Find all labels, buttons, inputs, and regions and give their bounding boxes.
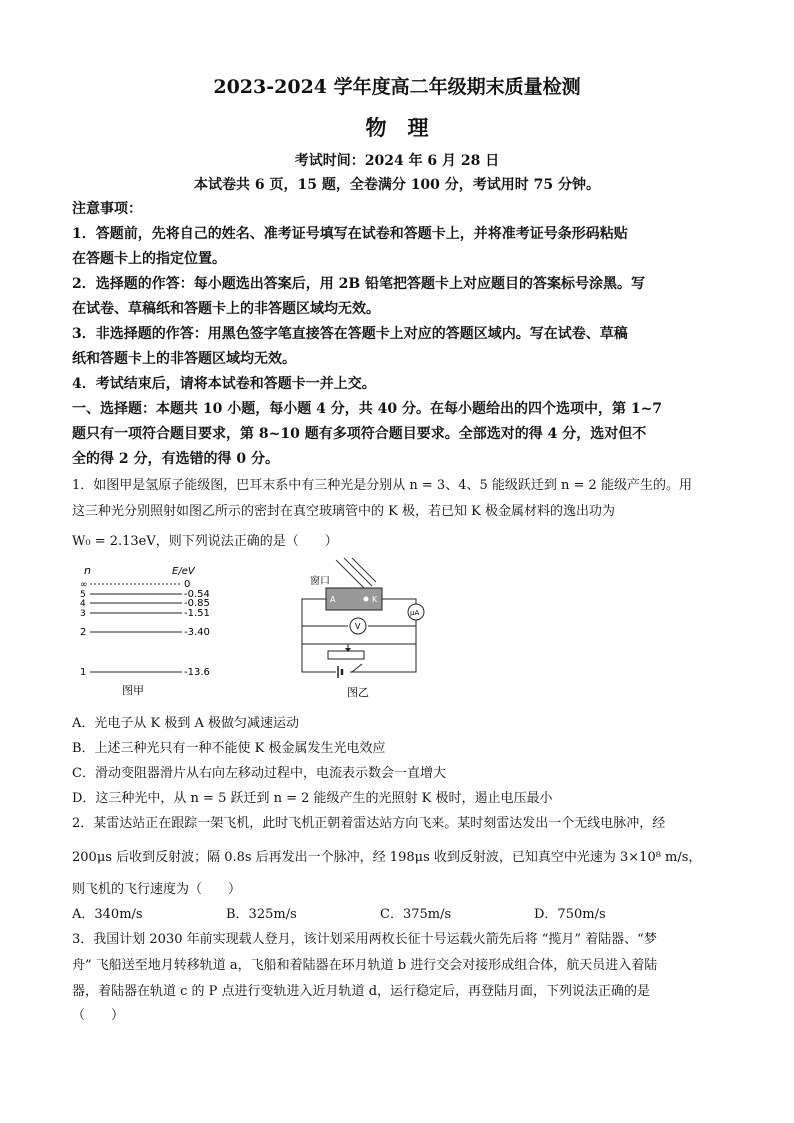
subject-title: 物 理 (365, 115, 429, 140)
level-e: -13.6 (184, 667, 210, 678)
level-n: 4 (80, 599, 86, 609)
notice-line: 4．考试结束后，请将本试卷和答题卡一并上交。 (72, 376, 376, 392)
page-title: 2023-2024 学年度高二年级期末质量检测 (213, 76, 581, 98)
voltmeter-label: V (355, 622, 361, 631)
light-rays (336, 558, 376, 588)
q2-option: D．750m/s (534, 907, 606, 922)
q1-stem: W₀ = 2.13eV，则下列说法正确的是（ ） (72, 534, 338, 549)
section-heading: 一、选择题：本题共 10 小题，每小题 4 分，共 40 分。在每小题给出的四个选项中，第 1~7 (72, 401, 663, 417)
window-label: 窗口 (310, 576, 330, 587)
q1-option: B．上述三种光只有一种不能使 K 极金属发生光电效应 (72, 741, 386, 756)
q1-option: A．光电子从 K 极到 A 极做匀减速运动 (72, 716, 300, 731)
q2-stem: 200μs 后收到反射波；隔 0.8s 后再发出一个脉冲，经 198μs 收到反射波，已知真空中光速为 3×10⁸ m/s， (72, 850, 702, 865)
q2-stem: 则飞机的飞行速度为（ ） (72, 882, 242, 897)
switch (352, 664, 362, 672)
ammeter-label: μA (410, 609, 420, 617)
q3-stem: 器，着陆器在轨道 c 的 P 点进行变轨进入近月轨道 d，运行稳定后，再登陆月面，下列说法正确的是 (72, 984, 651, 999)
level-e: -1.51 (184, 608, 210, 619)
notice-line: 3．非选择题的作答：用黑色签字笔直接答在答题卡上对应的答题区域内。写在试卷、草稿 (72, 326, 628, 342)
level-e: 0 (184, 579, 191, 590)
notice-line: 纸和答题卡上的非答题区域均无效。 (72, 351, 296, 367)
exam-time: 考试时间：2024 年 6 月 28 日 (294, 153, 500, 169)
figure-b-caption: 图乙 (347, 686, 369, 699)
q2-option: A．340m/s (72, 907, 143, 922)
level-e: -0.54 (184, 589, 210, 600)
q3-stem: 3．我国计划 2030 年前实现载人登月，该计划采用两枚长征十号运载火箭先后将 “揽月” 着陆器、“梦 (72, 932, 657, 947)
level-n: ∞ (80, 580, 88, 590)
q1-option: D．这三种光中，从 n = 5 跃迁到 n = 2 能级产生的光照射 K 极时，遏止电压最小 (72, 791, 553, 806)
q2-option: C．375m/s (380, 907, 452, 922)
level-n: 1 (80, 667, 87, 678)
section-heading: 题只有一项符合题目要求，第 8~10 题有多项符合题目要求。全部选对的得 4 分，选对但不 (72, 426, 647, 442)
level-n: 5 (80, 590, 86, 600)
level-2 (80, 627, 210, 638)
figure-a-caption: 图甲 (122, 684, 144, 697)
q1-option: C．滑动变阻器滑片从右向左移动过程中，电流表示数会一直增大 (72, 766, 446, 781)
level-n: 3 (80, 609, 86, 619)
notice-line: 在试卷、草稿纸和答题卡上的非答题区域均无效。 (72, 301, 380, 317)
level-inf (80, 579, 190, 590)
q2-option: B．325m/s (226, 907, 297, 922)
level-e: -0.85 (184, 598, 210, 609)
q1-stem: 这三种光分别照射如图乙所示的密封在真空玻璃管中的 K 极，若已知 K 极金属材料的逸出功为 (72, 504, 615, 519)
axis-e-label: E/eV (172, 566, 195, 577)
cathode-label: K (372, 595, 378, 604)
notice-line: 2．选择题的作答：每小题选出答案后，用 2B 铅笔把答题卡上对应题目的答案标号涂黑。写 (72, 276, 646, 292)
cathode-terminal (364, 597, 369, 602)
anode-label: A (330, 595, 336, 604)
q3-stem: （ ） (72, 1008, 125, 1023)
q3-stem: 舟” 飞船送至地月转移轨道 a，飞船和着陆器在环月轨道 b 进行交会对接形成组合体，航天员进入着陆 (72, 958, 658, 973)
section-heading: 全的得 2 分，有选错的得 0 分。 (72, 451, 279, 467)
q2-stem: 2．某雷达站正在跟踪一架飞机，此时飞机正朝着雷达站方向飞来。某时刻雷达发出一个无线电脉冲，经 (72, 816, 666, 831)
battery (338, 666, 342, 678)
figure-energy-levels (76, 562, 226, 700)
q1-stem: 1．如图甲是氢原子能级图，巴耳末系中有三种光是分别从 n = 3、4、5 能级跃迁到 n = 2 能级产生的。用 (72, 478, 692, 493)
level-e: -3.40 (184, 627, 210, 638)
axis-n-label: n (84, 564, 91, 577)
rheostat (328, 651, 364, 659)
figure-circuit (292, 556, 438, 700)
exam-summary: 本试卷共 6 页，15 题，全卷满分 100 分，考试用时 75 分钟。 (193, 177, 601, 193)
notice-heading: 注意事项： (72, 201, 142, 217)
level-1 (80, 667, 210, 678)
notice-line: 1．答题前，先将自己的姓名、准考证号填写在试卷和答题卡上，并将准考证号条形码粘贴 (72, 226, 628, 242)
level-n: 2 (80, 627, 87, 638)
level-3 (80, 608, 210, 619)
notice-line: 在答题卡上的指定位置。 (72, 251, 226, 267)
